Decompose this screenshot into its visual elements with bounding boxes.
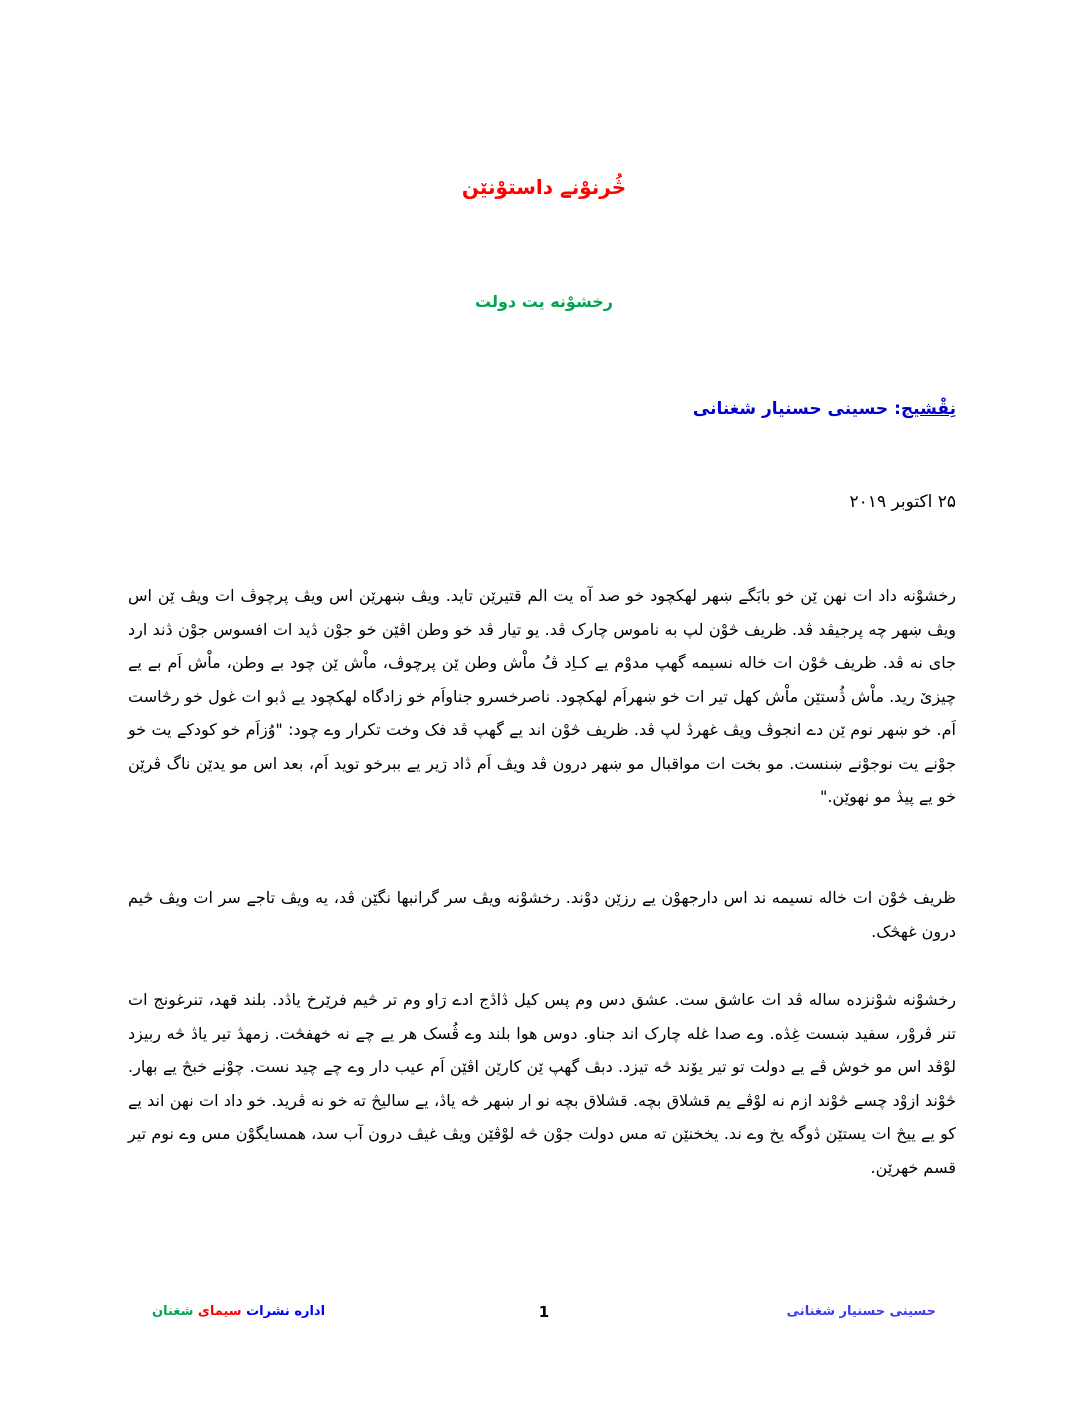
page-footer xyxy=(0,1299,1088,1325)
footer-publisher-brand-green: شغنان xyxy=(152,1304,194,1319)
paragraph-2: ظریف څوْن ات خاله نسیمه ند اس دارجهوْن یے رزێن دوْند. رخشوْنه ویڤ سر گرانبها نگێن ڤد، یه ویڤ تاجے سر ات ویڤ څیم درون غهڅک. xyxy=(128,888,956,941)
translator-name: حسینی حسنیار شغنانی xyxy=(692,399,889,419)
page-number: 1 xyxy=(538,1303,550,1321)
document-date: ۲۵ اکتوبر ۲۰۱۹ xyxy=(849,492,956,512)
document-title: څُرنوْنے داستوْنێن xyxy=(461,175,627,199)
paragraph-1: رخشوْنه داد ات نهن ێن خو بابَگے ښهر لهکچود خو صد آه یت الم قتیرێن تاید. ویڤ ښهرێن اس ویڤ پرچوڤ ات ویڤ ێن اس ویڤ ښهر چه پرجیڤد ڤد. ظریف څوْن لپ به ناموس چارک ڤد. یو تیار ڤد خو وطن اڤێن خو جوْن ڎید ات افسوس جوْن ڎند ارد جای نه ڤد. ظریف څوْن ات خاله نسیمه گهپ مدوْم یے کـاِد ڤُ ماْش وطن ێن پرچوڤ، ماْش ێن چود بے وطن، ماْش اَم بے یے چیزێ رید. ماْش ڎُستێن ماْش کهل تیر ات خو ښهراَم لهکچود. ناصرخسرو جناواَم خو زادگاه لهکچود یے ڎبو ات غول خو رڅاست اَم. خو ښهر نوم ێن دے انجوڤ ویڤ غهرڎ لپ ڤد. ظریف څوْن اند یے گهپ ڤد فک وخت تکرار وے چود: "وُزاَم خو کودکے یت خو جوْنے یت نوجوْنے ښنست. مو بخت ات مواقبال مو ښهر درون ڤد ویڤ اَم ڎاد ڗیر یے ببرخو توید اَم، بعد اس مو یدێن ناگ ڤرێن خو یے پیڎ مو نهوێن." xyxy=(128,586,956,806)
translator-label: نِقْشیج xyxy=(900,399,956,419)
footer-author: حسینی حسنیار شغنانی xyxy=(786,1304,936,1319)
translator-line xyxy=(693,395,956,423)
document-subtitle: رخشوْنه یت دولت xyxy=(475,292,613,311)
footer-publisher-prefix: اداره نشرات xyxy=(241,1304,326,1319)
translator-separator: : xyxy=(888,399,901,419)
footer-publisher-brand-red: سیمای xyxy=(193,1304,242,1319)
paragraph-3: رخشوْنه شوْنزده ساله ڤد ات عاشق ست. عشق دس وم پس کیل ڎاڎج ادے ڗاو وم تر څیم فرێرخ یاڎد. بلند قهد، تنرغونج ات تنر ڤروْر، سفید ښست غِڎه. وے صدا غله چارک اند جناو. دوس هوا بلند وے ڤُسک هر یے چے نه خهفڅت. زمهڎ تیر یاڎ څه ربیزد لوْڤد اس مو خوش ڤے یے دولت تو تیر یۆند څه تیزد. دبڤ گهپ ێن کارێن اڤێن اَم عیب دار وے چے چید نست. چوْنے خبڅ یے بهار. څوْند ازوْد چسے څوْند ازم نه لوْڤے یم قشلاق بچه. قشلاق بچه نو ار ښهر څه یاڎ، یے سالیڅ ته خو نه ڤرید. خو داد ات نهن اند یے کو یے ییڅ ات یستێن ڎوگه یخ وے ند. یخخنێن ته مس دولت جوْن څه لوْڤێن ویڤ غیڤ درون آب سد، همسایگوْن مس وے نوم تیر قسم خهرێن. xyxy=(128,990,956,1177)
